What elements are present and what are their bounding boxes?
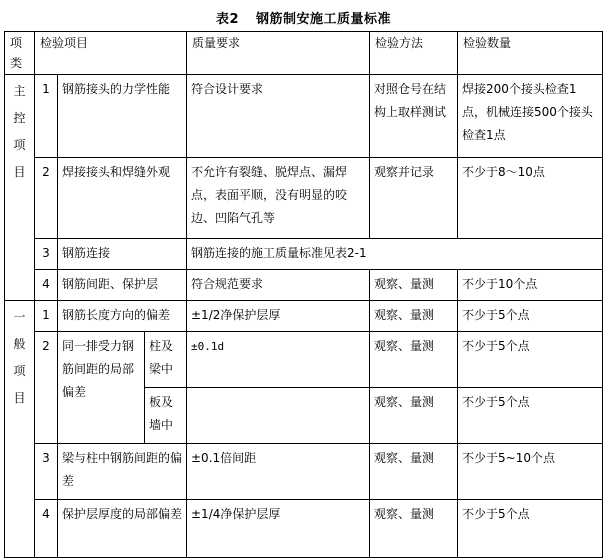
table-row [5,332,603,388]
requirement-cell: 符合规范要求 [187,270,370,301]
method-cell: 观察、量测 [370,270,458,301]
requirement-cell: 符合设计要求 [187,75,370,158]
category-main: 主控项目 [5,75,35,301]
quantity-cell: 不少于5个点 [458,500,603,558]
row-number: 4 [35,500,58,558]
sub-item-cell: 板及墙中 [145,388,187,444]
method-cell: 观察、量测 [370,388,458,444]
item-cell: 钢筋连接 [58,239,187,270]
row-number: 2 [35,332,58,444]
header-item: 检验项目 [35,32,187,75]
requirement-cell: 钢筋连接的施工质量标准见表2-1 [187,239,603,270]
quantity-cell: 不少于5个点 [458,301,603,332]
requirement-cell: ±0.1d [187,332,370,388]
table-row [5,158,603,239]
header-quantity: 检验数量 [458,32,603,75]
row-number: 3 [35,444,58,500]
item-cell: 梁与柱中钢筋间距的偏差 [58,444,187,500]
category-general: 一般项目 [5,301,35,558]
method-cell: 观察、量测 [370,444,458,500]
item-cell: 钢筋长度方向的偏差 [58,301,187,332]
requirement-cell: ±1/2净保护层厚 [187,301,370,332]
row-number: 3 [35,239,58,270]
item-cell: 同一排受力钢筋间距的局部偏差 [58,332,145,444]
quantity-cell: 不少于5个点 [458,332,603,388]
row-number: 2 [35,158,58,239]
requirement-cell: ±0.1倍间距 [187,444,370,500]
quantity-cell: 不少于5个点 [458,388,603,444]
quantity-cell: 不少于5~10个点 [458,444,603,500]
header-row [5,32,603,75]
item-cell: 钢筋间距、保护层 [58,270,187,301]
table-number: 表2 [215,12,239,27]
quantity-cell: 不少于8～10点 [458,158,603,239]
table-row [5,75,603,158]
table-title [0,8,607,27]
item-cell: 保护层厚度的局部偏差 [58,500,187,558]
requirement-cell: 不允许有裂缝、脱焊点、漏焊点，表面平顺，没有明显的咬边、凹陷气孔等 [187,158,370,239]
requirement-cell [187,388,370,444]
header-method: 检验方法 [370,32,458,75]
method-cell: 观察并记录 [370,158,458,239]
quantity-cell: 不少于10个点 [458,270,603,301]
quality-standard-table [4,31,603,558]
item-cell: 焊接接头和焊缝外观 [58,158,187,239]
method-cell: 观察、量测 [370,500,458,558]
quantity-cell: 焊接200个接头检查1点，机械连接500个接头检查1点 [458,75,603,158]
row-number: 1 [35,301,58,332]
table-title-text: 钢筋制安施工质量标准 [256,12,392,27]
method-cell: 观察、量测 [370,301,458,332]
table-row [5,301,603,332]
header-category: 项类 [5,32,35,75]
row-number: 4 [35,270,58,301]
item-cell: 钢筋接头的力学性能 [58,75,187,158]
header-requirement: 质量要求 [187,32,370,75]
method-cell: 观察、量测 [370,332,458,388]
sub-item-cell: 柱及梁中 [145,332,187,388]
table-row [5,500,603,558]
table-row [5,239,603,270]
method-cell: 对照仓号在结构上取样测试 [370,75,458,158]
table-row [5,444,603,500]
row-number: 1 [35,75,58,158]
requirement-cell: ±1/4净保护层厚 [187,500,370,558]
table-row [5,270,603,301]
